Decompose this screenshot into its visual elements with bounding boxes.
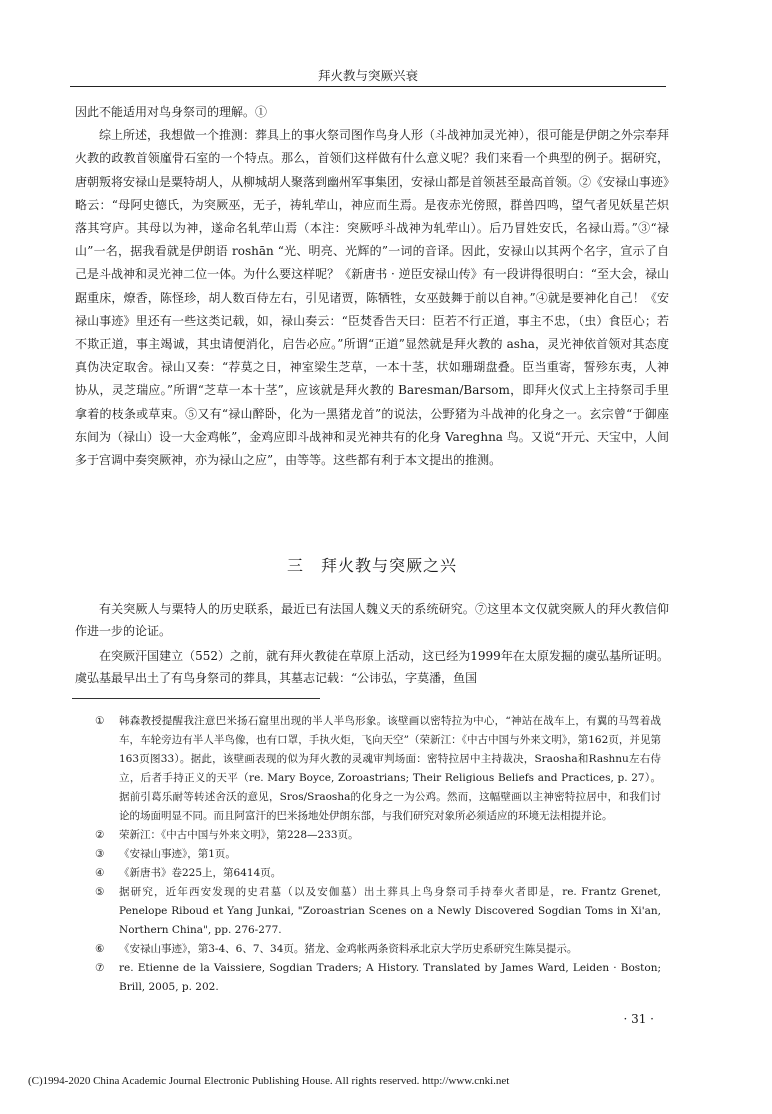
footnote (95, 826, 661, 845)
footnote (95, 959, 661, 997)
footnote-text: 荣新江：《中古中国与外来文明》，第228—233页。 (119, 829, 359, 841)
footnote-text: 据研究，近年西安发现的史君墓（以及安伽墓）出土葬具上鸟身祭司手持奉火者即是，re. Frantz Grenet, Penelope Riboud et Yang Junkai, "Zoroastrian Scenes on a Newly Discovered Sogdian Toms in Xi'an, Northern China", pp. 276-277. (119, 886, 661, 936)
page-number: · 31 · (623, 1012, 654, 1026)
footnote-text: re. Etienne de la Vaissiere, Sogdian Traders; A History. Translated by James Ward, Leiden · Boston; Brill, 2005, p. 202. (119, 962, 661, 993)
body-paragraph: 综上所述，我想做一个推测：葬具上的事火祭司图作鸟身人形（斗战神加灵光神），很可能是伊朗之外宗奉拜火教的政教首领廑骨石室的一个特点。那么，首领们这样做有什么意义呢？我们来看一个典型的例子。据研究，唐朝叛将安禄山是粟特胡人，从柳城胡人聚落到幽州军事集团，安禄山都是首领甚至最高首领。②《安禄山事迹》略云：“母阿史德氏，为突厥巫，无子，祷轧荦山，神应而生焉。是夜赤光傍照，群兽四鸣，望气者见妖星芒炽落其穹庐。其母以为神，遂命名轧荦山焉（本注：突厥呼斗战神为轧荦山）。后乃冒姓安氏，名禄山焉。”③“禄山”一名，据我看就是伊朗语 roshān “光、明亮、光辉的”一词的音译。因此，安禄山以其两个名字，宣示了自己是斗战神和灵光神二位一体。为什么要这样呢？《新唐书 · 逆臣安禄山传》有一段讲得很明白：“至大会，禄山踞重床，燎香，陈怪珍，胡人数百侍左右，引见诸贾，陈牺牲，女巫鼓舞于前以自神。”④就是要神化自己！《安禄山事迹》里还有一些这类记载，如，禄山奏云：“臣焚香告天曰：臣若不行正道，事主不忠，（虫）食臣心；若不欺正道，事主竭诚，其虫请便消化，启告必应。”所谓“正道”显然就是拜火教的 asha，灵光神依首领对其态度真伪决定取舍。禄山又奏：“荐莫之日，神室梁生芝草，一本十茎，状如珊瑚盘叠。臣当重寄，誓殄东夷，人神协从，灵芝瑞应。”所谓“芝草一本十茎”，应该就是拜火教的 Baresman/Barsom，即拜火仪式上主持祭司手里拿着的枝条或草束。⑤又有“禄山醉卧，化为一黑猪龙首”的说法，公野猪为斗战神的化身之一。玄宗曾“于御座东间为（禄山）设一大金鸡帐”，金鸡应即斗战神和灵光神共有的化身 Vareghna 鸟。又说“开元、天宝中，人间多于宫调中奏突厥神，亦为禄山之应”，由等等。这些都有利于本文提出的推测。 (75, 128, 670, 468)
section-paragraph: 在突厥汗国建立（552）之前，就有拜火教徒在草原上活动，这已经为1999年在太原发掘的虞弘基所证明。虞弘基最早出土了有鸟身祭司的葬具，其墓志记载：“公讳弘，字莫潘，鱼国 (75, 649, 669, 685)
footnote-rule (72, 698, 320, 699)
footnote-text: 《安禄山事迹》，第1页。 (119, 848, 236, 860)
footnote (95, 845, 661, 864)
footnote-text: 《新唐书》卷225上，第6414页。 (119, 867, 282, 879)
footnote-mark: ① (95, 715, 105, 727)
footnote-mark: ② (95, 829, 105, 841)
footnote-mark: ⑥ (95, 943, 105, 955)
footnote-text: 韩森教授提醒我注意巴米扬石窟里出现的半人半鸟形象。该壁画以密特拉为中心，“神站在战车上，有翼的马驾着战车，车轮旁边有半人半鸟像，也有口罩，手执火炬，飞向天空”（荣新江：《中古中国与外来文明》，第162页，并见第163页图33）。据此，该壁画表现的似为拜火教的灵魂审判场面：密特拉居中主持裁决，Sraosha和Rashnu左右侍立，后者手持正义的天平（re. Mary Boyce, Zoroastrians; Their Religious Beliefs and Practices, p. 27）。据前引葛乐耐等转述舍沃的意见，Sros/Sraosha的化身之一为公鸡。然而，这幅壁画以主神密特拉居中，和我们讨论的场面明显不同。而且阿富汗的巴米扬地处伊朗东部，与我们研究对象所必须适应的环境无法相提并论。 (119, 715, 661, 822)
footnote-text: 《安禄山事迹》，第3-4、6、7、34页。猪龙、金鸡帐两条资料承北京大学历史系研究生陈昊提示。 (119, 943, 578, 955)
body-text (75, 101, 669, 472)
footnotes (95, 712, 661, 997)
footnote (95, 883, 661, 940)
footnote-mark: ③ (95, 848, 105, 860)
footnote (95, 940, 661, 959)
header-rule (70, 86, 666, 87)
section-paragraph: 有关突厥人与粟特人的历史联系，最近已有法国人魏义天的系统研究。⑦这里本文仅就突厥人的拜火教信仰作进一步的论证。 (75, 602, 669, 638)
body-paragraph: 因此不能适用对鸟身祭司的理解。① (75, 105, 268, 119)
section-text (75, 599, 669, 693)
footnote-mark: ⑦ (95, 962, 105, 974)
footnote-mark: ④ (95, 867, 105, 879)
footnote (95, 864, 661, 883)
footnote-mark: ⑤ (95, 886, 105, 898)
running-header: 拜火教与突厥兴衰 (317, 68, 418, 83)
copyright-line: (C)1994-2020 China Academic Journal Electronic Publishing House. All rights reserved. http://www.cnki.net (28, 1075, 510, 1087)
section-heading: 三 拜火教与突厥之兴 (286, 556, 457, 575)
footnote (95, 712, 661, 826)
